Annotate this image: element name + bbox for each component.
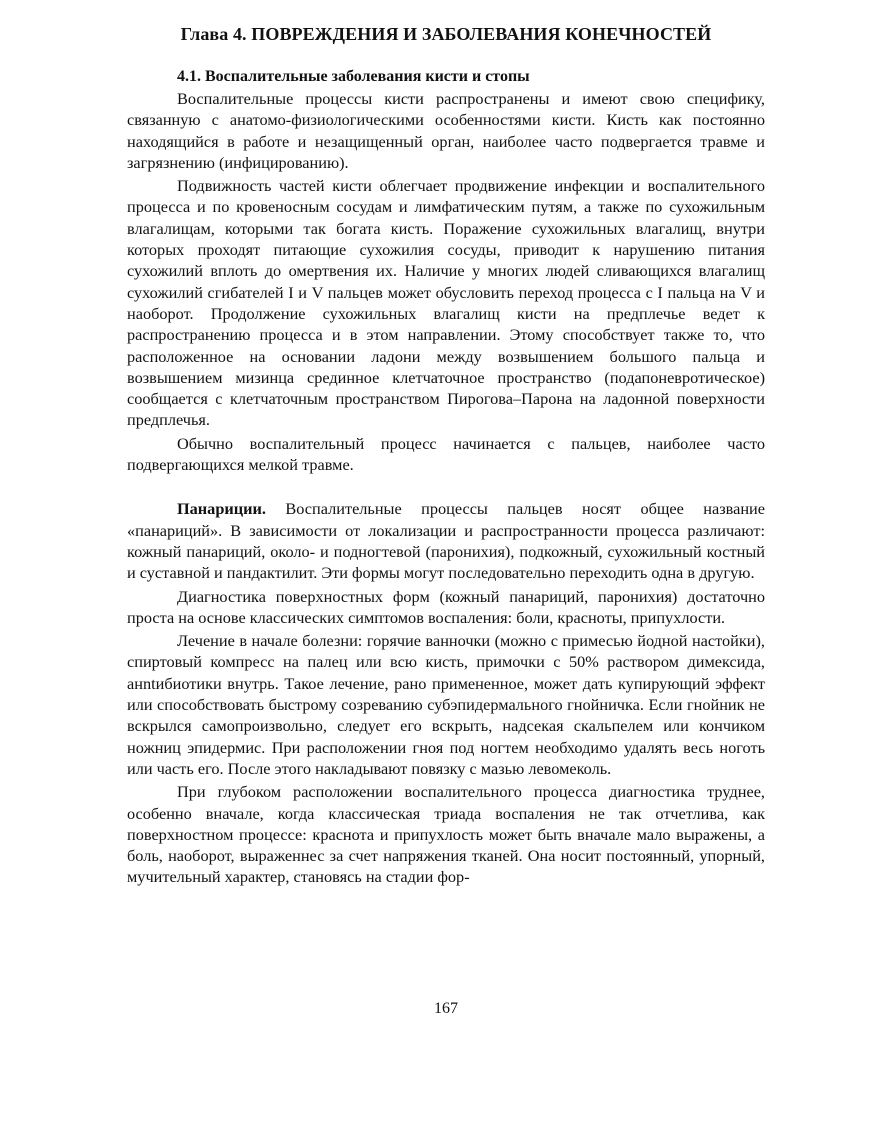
chapter-title: Глава 4. ПОВРЕЖДЕНИЯ И ЗАБОЛЕВАНИЯ КОНЕЧНОСТЕЙ [180,24,712,44]
section-gap [127,477,765,498]
paragraph-treatment: Лечение в начале болезни: горячие ванночки (можно с примесью йодной настойки), спиртовый компресс на палец или всю кисть, примочки с 50% раствором димексида, анntибиотики внутрь. Такое лечение, рано примененное, может дать купирующий эффект или способствовать быстрому созреванию субэпидермального гнойничка. Если гнойник не вскрылся самопроизвольно, следует его вскрыть, надсекая скальпелем или кончиком ножниц эпидермис. При расположении гноя под ногтем необходимо удалять весь ноготь или часть его. После этого накладывают повязку с мазью левомеколь. [127,631,765,778]
paragraph-panaritium [127,498,765,583]
paragraph-2: Подвижность частей кисти облегчает продвижение инфекции и воспалительного процесса и по кровеносным сосудам и лимфатическим путям, а также по сухожильным влагалищам, которыми так богата кисть. Поражение сухожильных влагалищ, внутри которых проходят питающие сухожилия сосуды, приводит к нарушению питания сухожилий вплоть до омертвения их. Наличие у многих людей сливающихся влагалищ сухожилий сгибателей I и V пальцев может обусловить переход процесса с I пальца на V и наоборот. Продолжение сухожильных влагалищ кисти на предплечье ведет к распространению процесса и в этом направлении. Этому способствует также то, что расположенное на основании ладони между возвышением большого пальца и возвышением мизинца срединное клетчаточное пространство (подапоневротическое) сообщается с клетчаточным пространством Пирогова–Парона на ладонной поверхности предплечья. [127,176,765,430]
panaritium-text: Воспалительные процессы пальцев носят общее название «панариций». В зависимости от локализации и распространности процесса различают: кожный панариций, около- и подногтевой (паронихия), подкожный, сухожильный костный и суставной и пандактилит. Эти формы могут последовательно переходить одна в другую. [127,499,765,583]
paragraph-1: Воспалительные процессы кисти распространены и имеют свою специфику, связанную с анатомо-физиологическими особенностями кисти. Кисть как постоянно находящийся в работе и незащищенный орган, наиболее часто подвергается травме и загрязнению (инфицированию). [127,89,765,172]
panaritium-lead: Панариции. [177,499,266,519]
page-body [127,22,765,890]
page-number: 167 [434,1000,458,1017]
paragraph-3: Обычно воспалительный процесс начинается с пальцев, наиболее часто подвергающихся мелкой травме. [127,433,765,475]
paragraph-deep-process: При глубоком расположении воспалительного процесса диагностика труднее, особенно вначале, когда классическая триада воспаления не так отчетлива, как поверхностном процессе: краснота и припухлость может быть вначале мало выражены, а боль, наоборот, выраженнес за счет напряжения тканей. Она носит постоянный, упорный, мучительный характер, становясь на стадии фор- [127,782,765,887]
paragraph-diagnostics: Диагностика поверхностных форм (кожный панариций, паронихия) достаточно проста на основе классических симптомов воспаления: боли, красноты, припухлости. [127,586,765,627]
section-heading: 4.1. Воспалительные заболевания кисти и стопы [177,68,530,85]
